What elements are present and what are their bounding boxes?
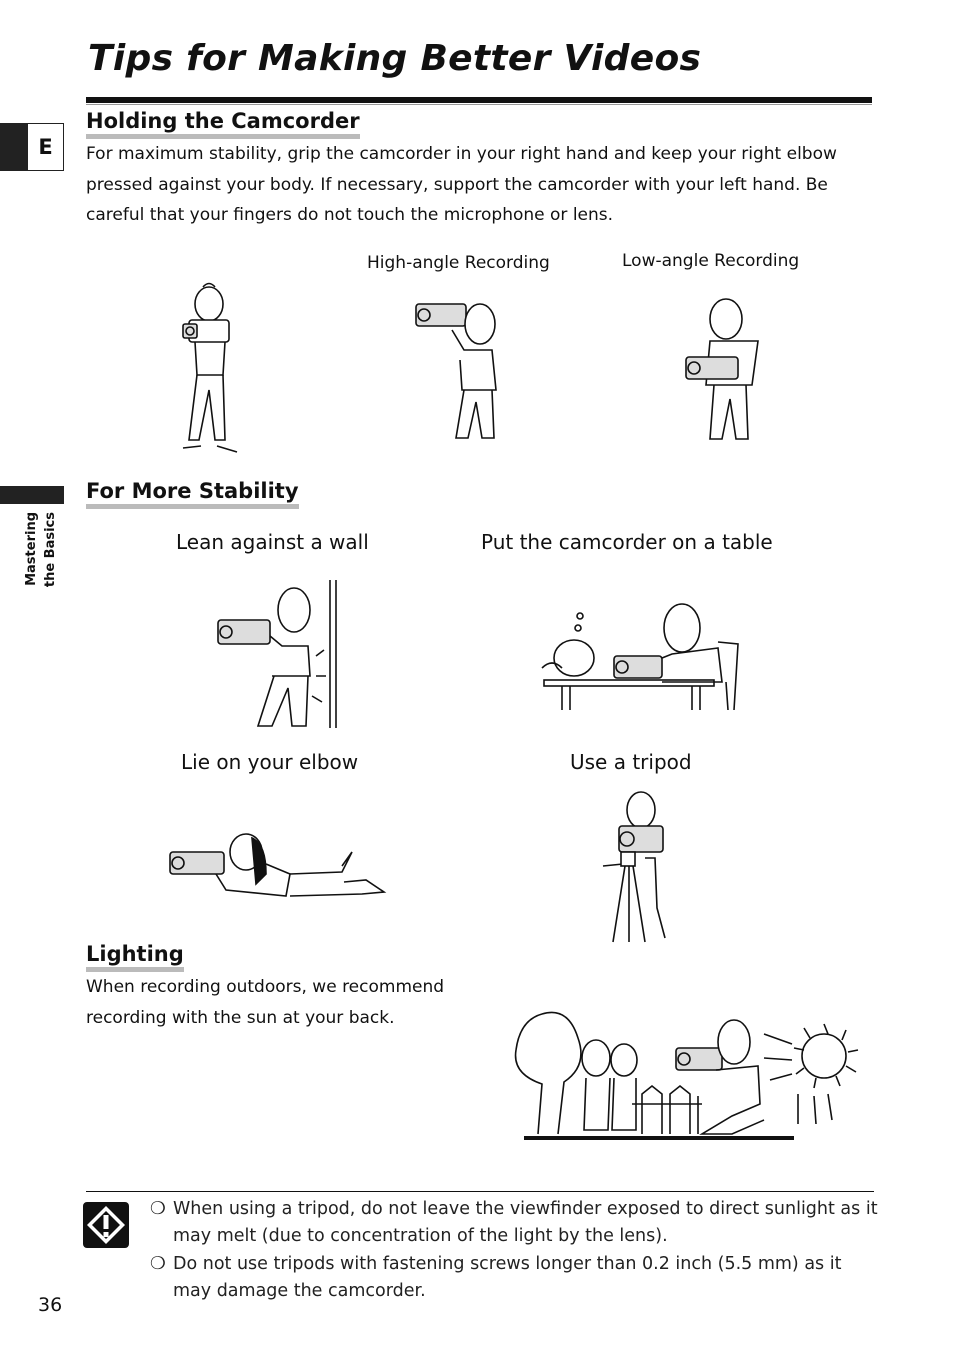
language-tab bbox=[0, 123, 63, 171]
caption-tripod: Use a tripod bbox=[570, 750, 692, 774]
illustration-tripod bbox=[595, 788, 675, 946]
illustration-lie-elbow bbox=[166, 814, 388, 900]
illustration-high-angle bbox=[412, 290, 502, 445]
holding-text: For maximum stability, grip the camcorder in your right hand and keep your right elbow pressed against your body. If necessary, support the camcorder with your left hand. Be careful that your fingers do not touch the microphone or lens. bbox=[86, 144, 837, 225]
bullet-icon: ❍ bbox=[150, 1199, 166, 1219]
notice-rule bbox=[86, 1191, 874, 1192]
notice-item-text: Do not use tripods with fastening screws longer than 0.2 inch (5.5 mm) as it may damage the camcorder. bbox=[173, 1254, 842, 1301]
section-marker bbox=[0, 486, 64, 504]
heading-lighting: Lighting bbox=[86, 941, 184, 972]
caption-table: Put the camcorder on a table bbox=[481, 530, 773, 554]
illustration-table bbox=[522, 598, 744, 713]
bullet-icon: ❍ bbox=[150, 1254, 166, 1274]
notice-item-text: When using a tripod, do not leave the viewfinder exposed to direct sunlight as it may melt (due to concentration of the light by the lens). bbox=[173, 1199, 878, 1246]
page-number: 36 bbox=[38, 1294, 63, 1316]
warning-icon bbox=[82, 1201, 130, 1249]
title-rule bbox=[86, 97, 872, 103]
page-title: Tips for Making Better Videos bbox=[88, 38, 702, 79]
caption-high-angle: High-angle Recording bbox=[367, 253, 550, 273]
caption-elbow: Lie on your elbow bbox=[181, 750, 359, 774]
illustration-low-angle bbox=[680, 295, 770, 445]
side-label-line1: Mastering bbox=[24, 512, 39, 586]
heading-stability: For More Stability bbox=[86, 478, 299, 509]
caption-lean-wall: Lean against a wall bbox=[176, 530, 369, 554]
title-rule-shadow bbox=[86, 104, 872, 105]
tab-letter: E bbox=[27, 123, 64, 171]
notice-item bbox=[150, 1196, 878, 1250]
notice-item bbox=[150, 1251, 878, 1305]
heading-holding: Holding the Camcorder bbox=[86, 108, 360, 139]
illustration-lighting bbox=[502, 1004, 868, 1144]
illustration-standard-hold bbox=[175, 280, 245, 460]
section-side-label bbox=[22, 512, 68, 604]
caption-low-angle: Low-angle Recording bbox=[622, 251, 800, 271]
tab-marker bbox=[0, 123, 27, 171]
lighting-text: When recording outdoors, we recommend recording with the sun at your back. bbox=[86, 977, 445, 1028]
notice-list bbox=[150, 1196, 878, 1306]
side-label-line2: the Basics bbox=[43, 512, 58, 588]
illustration-lean-wall bbox=[212, 576, 347, 731]
